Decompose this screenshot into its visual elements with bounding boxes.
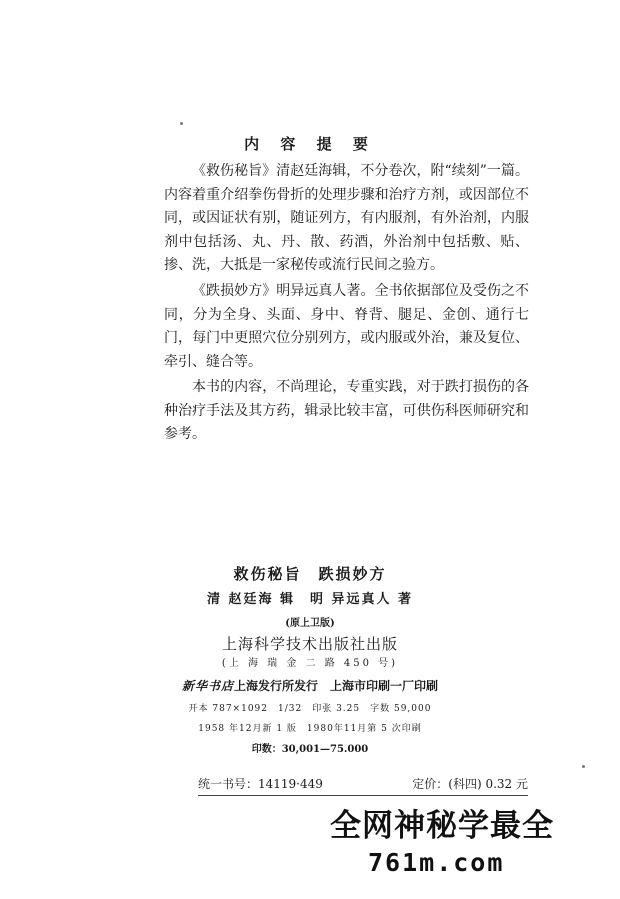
summary-paragraph-2: 《跌损妙方》明异远真人著。全书依据部位及受伤之不同，分为全身、头面、身中、脊背、腿足、金创、通行七门，每门中更照穴位分别列方，或内服或外治，兼及复位、牵引、缝合等。 xyxy=(164,283,529,370)
colophon-spec: 开本 787×1092 1/32 印张 3.25 字数 59,000 xyxy=(188,704,432,714)
distributor-brand: 新华书店 xyxy=(181,679,234,693)
summary-paragraph-3: 本书的内容，不尚理论，专重实践，对于跌打损伤的各种治疗手法及其方药，辑录比较丰富，可供伤科医师研究和参考。 xyxy=(164,379,529,442)
colophon-print-run: 印数：30,001—75.000 xyxy=(251,744,369,755)
colophon-bottom-line xyxy=(198,775,528,792)
colophon-edition-note: (原上卫版) xyxy=(285,618,335,629)
colophon-distributor xyxy=(0,677,620,694)
watermark-line-2: 761m.com xyxy=(368,848,505,877)
scan-speck xyxy=(180,122,183,125)
colophon-book-title: 救伤秘旨 跌损妙方 xyxy=(233,565,387,583)
colophon-publisher: 上海科学技术出版社出版 xyxy=(221,635,398,653)
book-number: 统一书号：14119·449 xyxy=(198,777,323,791)
scan-speck xyxy=(582,765,585,768)
colophon-printing: 1958 年12月新 1 版 1980年11月第 5 次印刷 xyxy=(198,724,422,734)
watermark-line-1: 全网神秘学最全 xyxy=(330,808,554,844)
bottom-rule xyxy=(198,795,528,796)
colophon-authors: 清 赵廷海 辑 明 异远真人 著 xyxy=(206,592,414,607)
price: 定价：(科四) 0.32 元 xyxy=(412,777,528,791)
colophon-address: (上 海 瑞 金 二 路 450 号) xyxy=(221,658,399,669)
distributor-text: 上海发行所发行 上海市印刷一厂印刷 xyxy=(234,679,439,693)
summary-title: 内 容 提 要 xyxy=(244,135,376,153)
summary-paragraph-1: 《救伤秘旨》清赵廷海辑，不分卷次，附“续刻”一篇。内容着重介绍拳伤骨折的处理步骤和治疗方剂，或因部位不同，或因证状有别，随证列方，有内服剂，有外治剂，内服剂中包括汤、丸、丹、散、药酒，外治剂中包括敷、贴、掺、洗，大抵是一家秘传或流行民间之验方。 xyxy=(164,163,529,273)
